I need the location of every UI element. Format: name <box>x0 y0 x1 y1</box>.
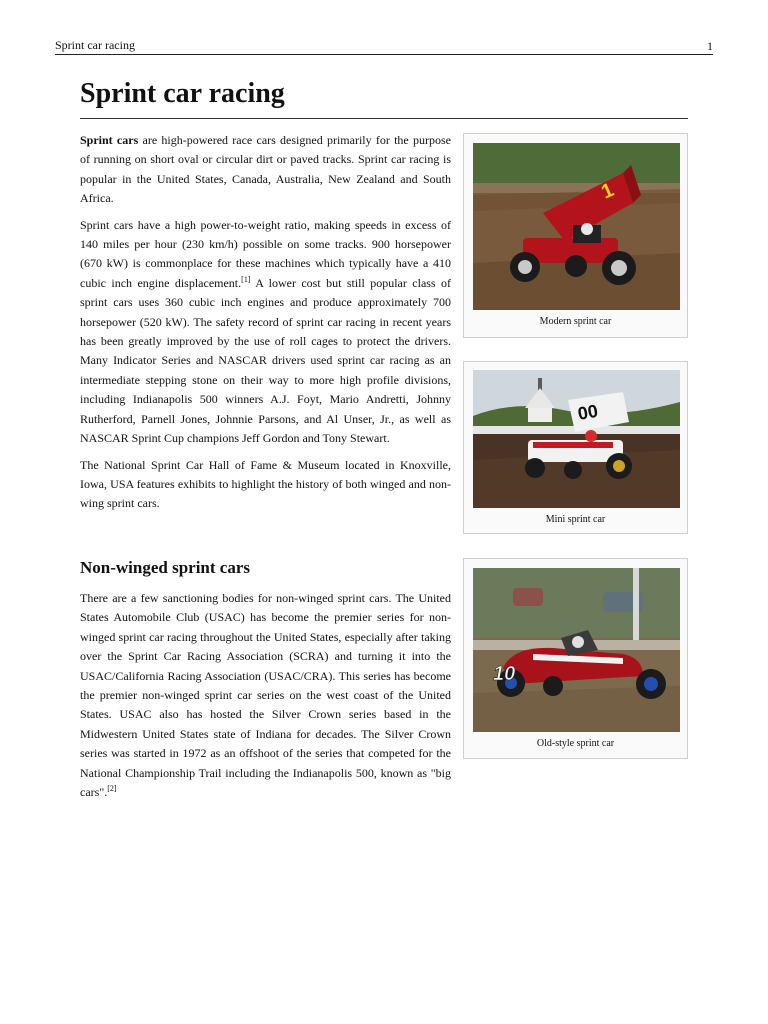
car-number-10: 10 <box>493 663 516 685</box>
non-winged-paragraph-text: There are a few sanctioning bodies for non-winged sprint cars. The United States Automobile Club (USAC) has become the premier series for non-winged sprint car racing throughout the United States, especially after taking over the Sprint Car Racing Association (SCRA) and turning it into the USAC/California Racing Association (USAC/CRA). This series has become the premier non-winged sprint car series on the west coast of the United States. USAC also has hosted the Silver Crown series based in the Midwestern United States state of Indiana for decades. The Silver Crown series was started in 1972 as an offshoot of the series that competed for the National Championship Trail including the Indianapolis 500, known as "big cars". <box>80 591 451 800</box>
intro-paragraph-3: The National Sprint Car Hall of Fame & Museum located in Knoxville, Iowa, USA features exhibits to highlight the history of both winged and non-wing sprint cars. <box>80 457 451 511</box>
figure-old-style-sprint-car <box>463 558 688 759</box>
intro-paragraph-1-text: are high-powered race cars designed primarily for the purpose of running on short oval or circular dirt or paved tracks. Sprint car racing is popular in the United States, Canada, Australia, New Zealand and South Africa. <box>80 133 451 206</box>
car-number-00: 00 <box>576 400 600 424</box>
section-heading-non-winged: Non-winged sprint cars <box>80 558 251 577</box>
figure-mini-sprint-car <box>463 361 688 534</box>
intro-paragraph-2 <box>80 216 451 449</box>
figure-caption-modern: Modern sprint car <box>539 316 612 327</box>
intro-paragraph-2-text-a: Sprint cars have a high power-to-weight ratio, making speeds in excess of 140 miles per hour (230 km/h) possible on some tracks. 900 horsepower (670 kW) is commonplace for these machines which typically have a 410 cubic inch engine displacement. <box>80 217 451 290</box>
reference-1-link[interactable]: [1] <box>241 274 251 284</box>
running-head <box>55 38 713 55</box>
figure-modern-sprint-car <box>463 133 688 338</box>
old-style-sprint-car-photo[interactable] <box>473 568 680 732</box>
page-title: Sprint car racing <box>80 78 285 109</box>
title-divider <box>80 118 688 119</box>
modern-sprint-car-photo[interactable] <box>473 143 680 310</box>
intro-column <box>80 131 451 521</box>
car-number-1: 1 <box>598 178 618 204</box>
figure-caption-mini: Mini sprint car <box>545 514 606 525</box>
mini-sprint-car-photo[interactable] <box>473 370 680 508</box>
running-head-title: Sprint car racing <box>55 38 135 52</box>
reference-2-link[interactable]: [2] <box>107 784 117 794</box>
non-winged-column <box>80 589 451 809</box>
intro-paragraph-2-text-b: A lower cost but still popular class of sprint cars uses 360 cubic inch engines and produce approximately 700 horsepower (520 kW). The safety record of sprint car racing in recent years has been greatly improved by the use of roll cages to protect the drivers. Many Indicator Series and NASCAR drivers used sprint car racing as an intermediate stepping stone on their way to more high profile divisions, including Indianapolis 500 winners A.J. Foyt, Mario Andretti, Johnny Rutherford, Parnell Jones, Johnnie Parsons, and Al Unser, Jr., as well as NASCAR Sprint Cup champions Jeff Gordon and Tony Stewart. <box>80 275 452 446</box>
intro-paragraph-1 <box>80 131 451 209</box>
lead-term: Sprint cars <box>80 133 139 147</box>
page-number: 1 <box>707 39 713 53</box>
figure-caption-old-style: Old-style sprint car <box>536 738 615 749</box>
non-winged-paragraph <box>80 589 451 802</box>
